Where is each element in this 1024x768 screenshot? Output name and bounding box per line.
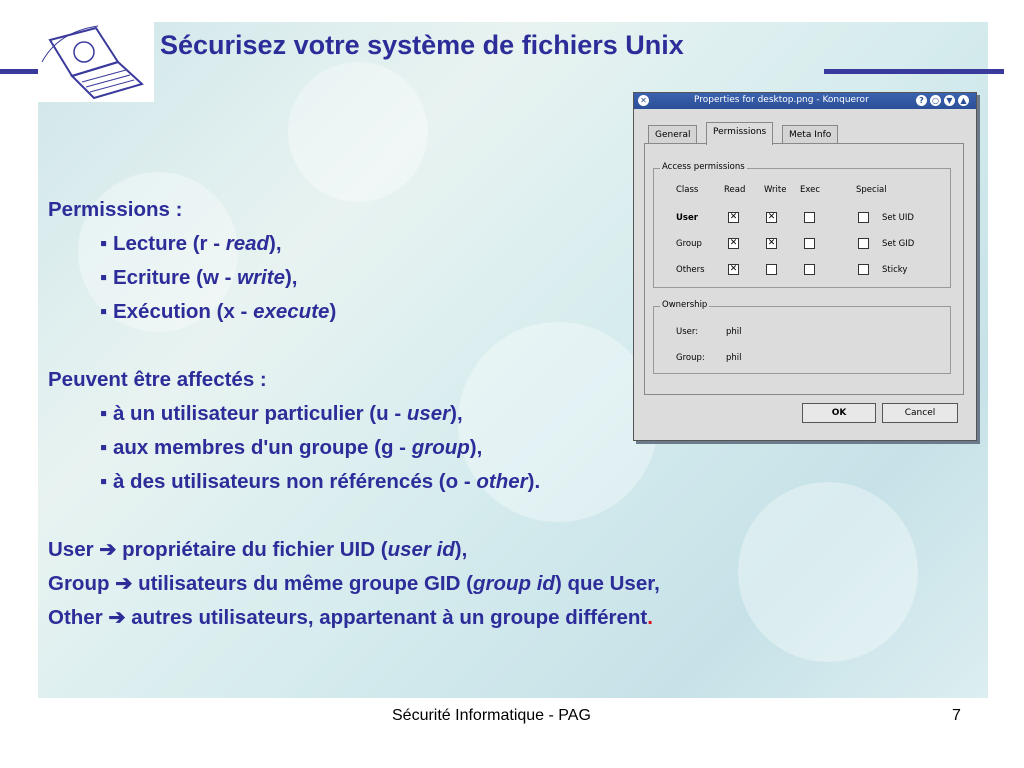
bullet-read: ▪ Lecture (r - read), <box>100 232 282 255</box>
cancel-button[interactable]: Cancel <box>882 403 958 423</box>
minimize-icon[interactable]: ▼ <box>944 95 955 106</box>
set-uid-checkbox[interactable] <box>858 212 869 223</box>
others-write-checkbox[interactable] <box>766 264 777 275</box>
permissions-panel <box>644 143 964 395</box>
ownership-group: Ownership User: phil Group: phil <box>653 306 951 374</box>
help-icon[interactable]: ? <box>916 95 927 106</box>
dialog-titlebar[interactable] <box>634 93 976 109</box>
group-exec-checkbox[interactable] <box>804 238 815 249</box>
page-number: 7 <box>952 707 961 724</box>
row-user-label: User <box>676 213 698 223</box>
tab-permissions[interactable]: Permissions <box>706 122 773 145</box>
arrow-icon: ➔ <box>99 538 117 561</box>
bullet-user: ▪ à un utilisateur particulier (u - user), <box>100 402 463 425</box>
arrow-icon: ➔ <box>115 572 133 595</box>
row-group-label: Group <box>676 239 702 249</box>
group-write-checkbox[interactable]: ✕ <box>767 238 776 248</box>
access-permissions-group: Access permissions Class Read Write Exec Special User ✕ ✕ Set UID Group ✕ ✕ Set GID Others ✕ Sticky <box>653 168 951 288</box>
tab-general[interactable]: General <box>648 125 697 144</box>
close-icon[interactable]: ✕ <box>638 95 649 106</box>
owner-group-value: phil <box>726 353 742 363</box>
user-write-checkbox[interactable]: ✕ <box>767 212 776 222</box>
title-rule-left <box>0 69 40 74</box>
arrow-icon: ➔ <box>108 606 126 629</box>
user-exec-checkbox[interactable] <box>804 212 815 223</box>
properties-dialog <box>633 92 977 441</box>
sticky-checkbox[interactable] <box>858 264 869 275</box>
footer-title: Sécurité Informatique - PAG <box>392 707 591 724</box>
user-definition: User ➔ propriétaire du fichier UID (user id), <box>48 538 468 561</box>
bullet-other: ▪ à des utilisateurs non référencés (o - other). <box>100 470 541 493</box>
bullet-write: ▪ Ecriture (w - write), <box>100 266 298 289</box>
bullet-group: ▪ aux membres d'un groupe (g - group), <box>100 436 483 459</box>
puzzle-shape <box>288 62 428 202</box>
others-exec-checkbox[interactable] <box>804 264 815 275</box>
user-read-checkbox[interactable]: ✕ <box>729 212 738 222</box>
other-definition: Other ➔ autres utilisateurs, appartenant à un groupe différent. <box>48 606 653 629</box>
set-gid-checkbox[interactable] <box>858 238 869 249</box>
maximize-icon[interactable]: ▲ <box>958 95 969 106</box>
others-read-checkbox[interactable]: ✕ <box>729 264 738 274</box>
laptop-logo <box>38 22 154 102</box>
row-others-label: Others <box>676 265 705 275</box>
owner-user-value: phil <box>726 327 742 337</box>
assignees-heading: Peuvent être affectés : <box>48 368 267 391</box>
bullet-execute: ▪ Exécution (x - execute) <box>100 300 337 323</box>
tab-meta-info[interactable]: Meta Info <box>782 125 838 144</box>
slide-title: Sécurisez votre système de fichiers Unix <box>160 30 684 60</box>
shade-icon[interactable]: ○ <box>930 95 941 106</box>
permissions-heading: Permissions : <box>48 198 183 221</box>
dialog-title: Properties for desktop.png - Konqueror <box>694 95 869 105</box>
group-definition: Group ➔ utilisateurs du même groupe GID (group id) que User, <box>48 572 660 595</box>
title-rule-right <box>824 69 1004 74</box>
ok-button[interactable]: OK <box>802 403 876 423</box>
group-read-checkbox[interactable]: ✕ <box>729 238 738 248</box>
